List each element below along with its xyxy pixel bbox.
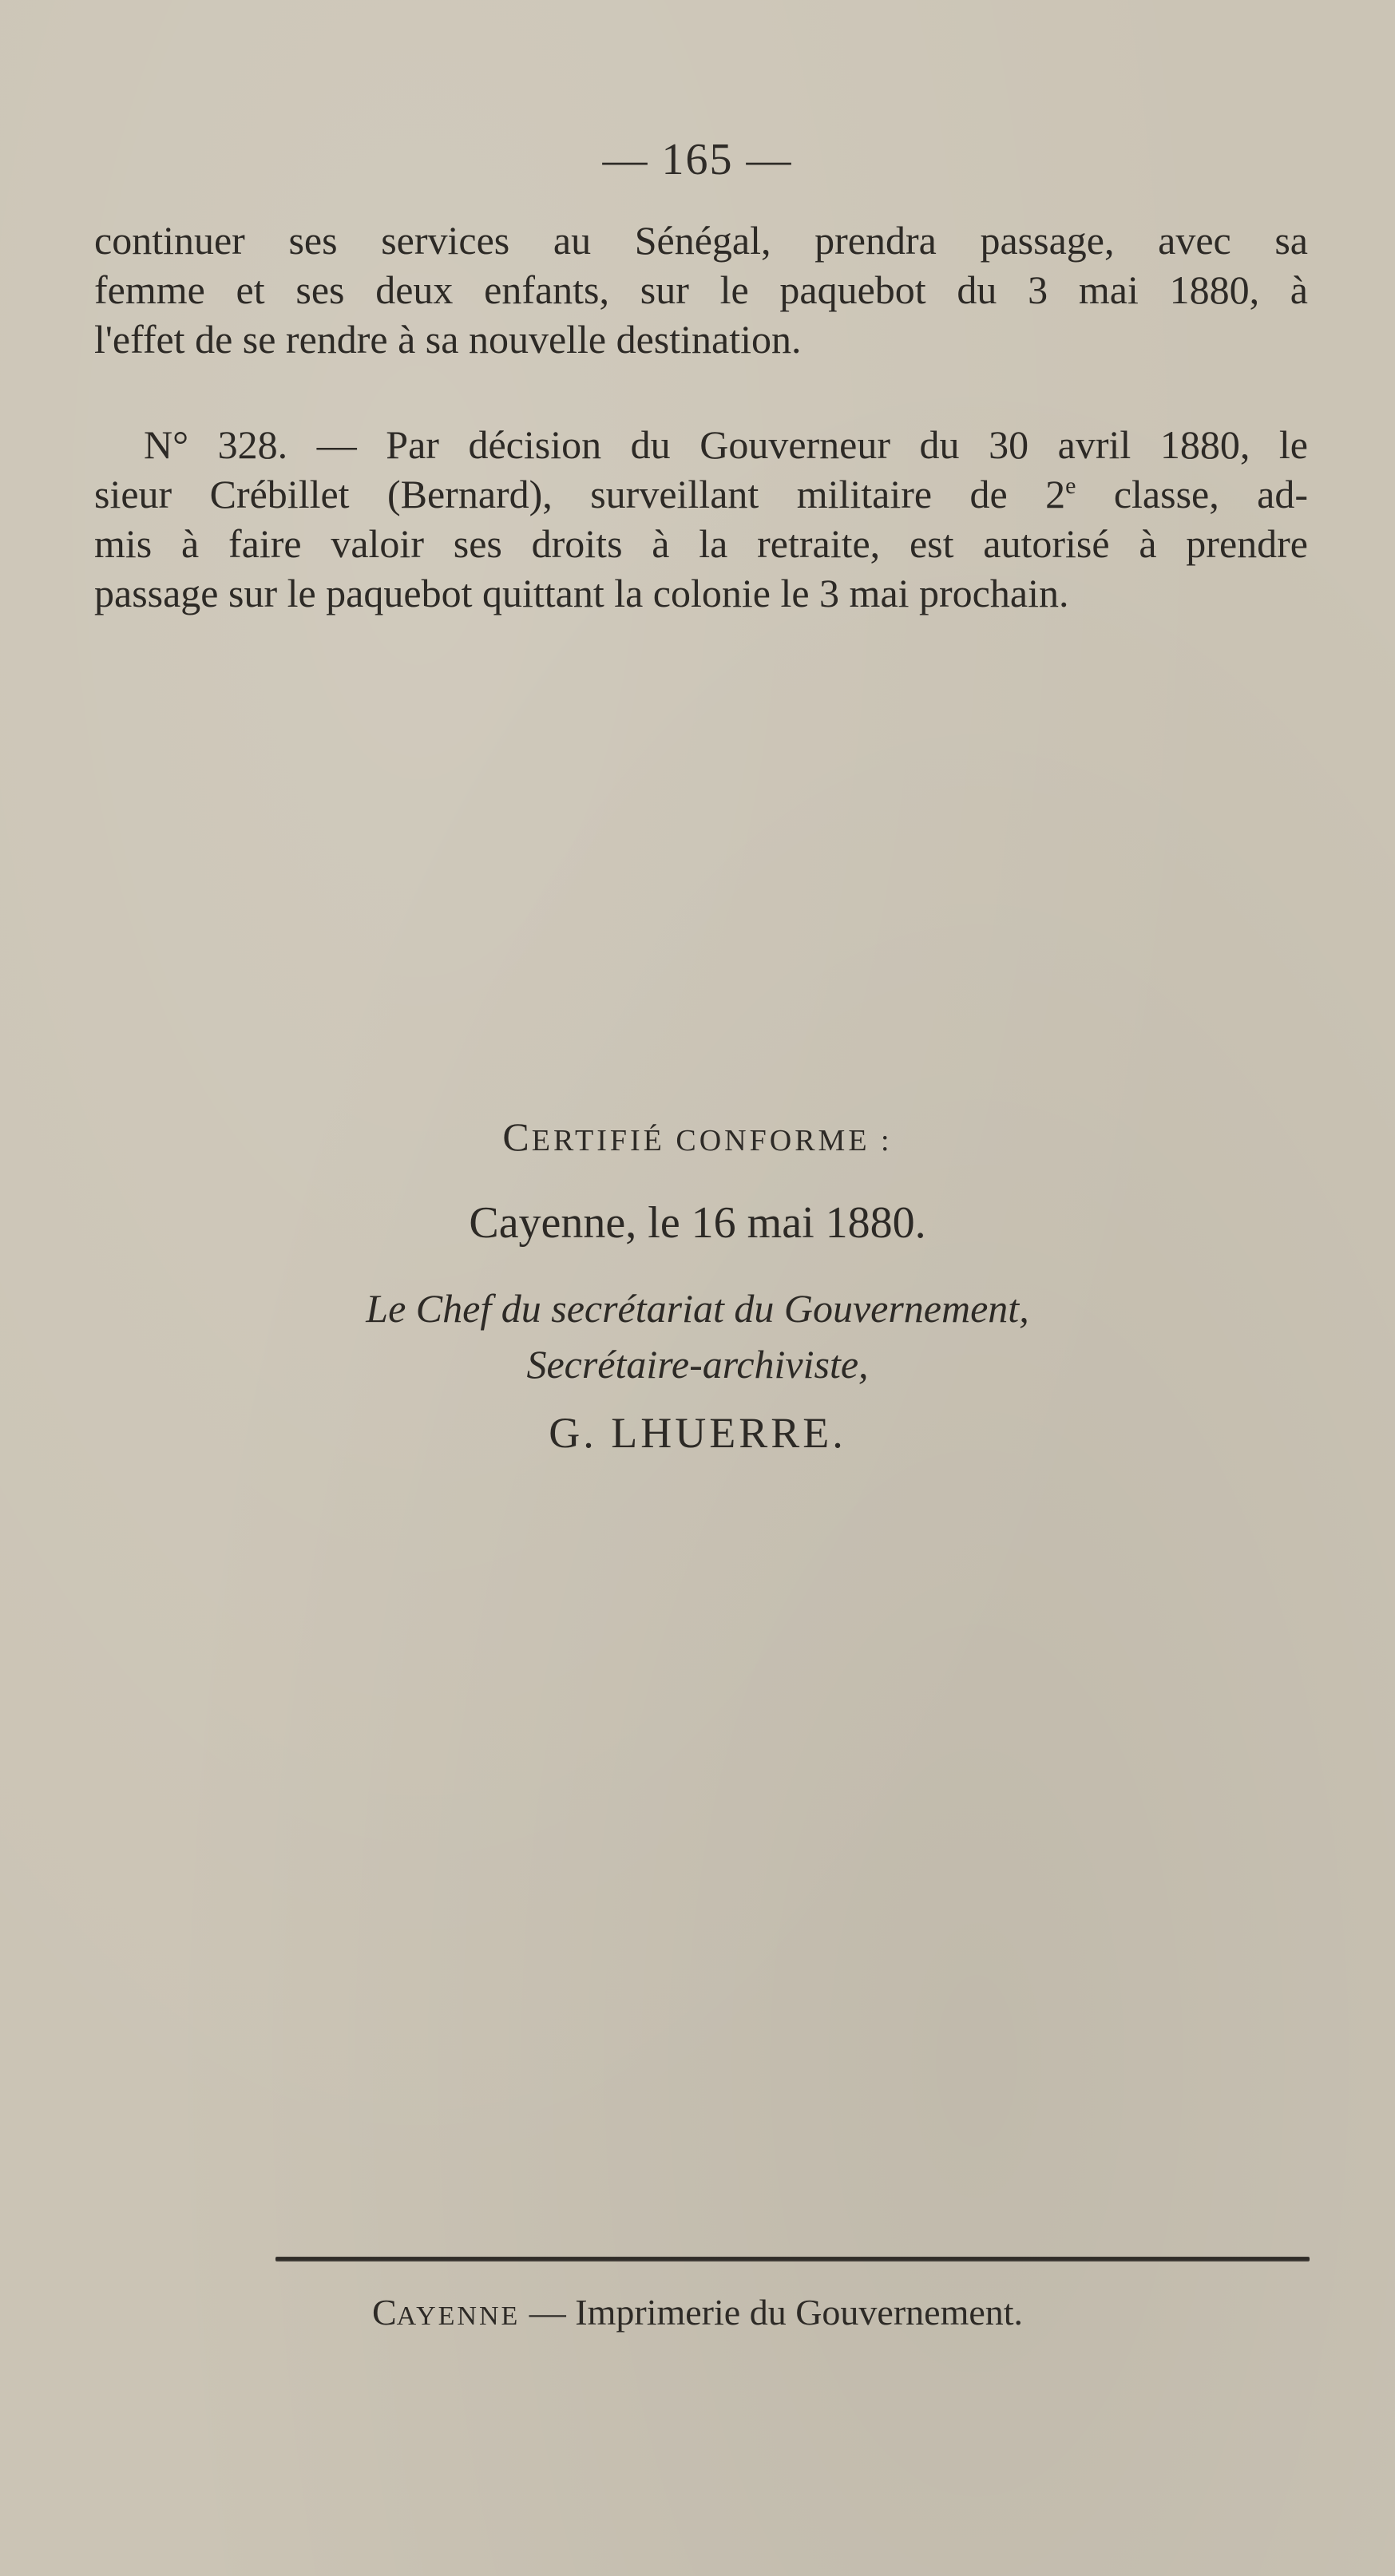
text-line: N° 328. — Par décision du Gouverneur du 30 avril 1880, le (144, 422, 1308, 467)
paragraph-decision-328 (94, 420, 1308, 618)
imprint-text: — Imprimerie du Gouvernement. (520, 2292, 1024, 2333)
official-title: Le Chef du secrétariat du Gouvernement, (366, 1286, 1029, 1331)
text-line: continuer ses services au Sénégal, prendra passage, avec sa (94, 218, 1308, 263)
text-line: femme et ses deux enfants, sur le paquebot du 3 mai 1880, à (94, 267, 1308, 312)
printer-imprint (0, 2291, 1395, 2333)
footer-rule (275, 2257, 1310, 2261)
text-line (94, 469, 1308, 519)
heading-smallcaps: ERTIFIÉ CONFORME : (531, 1124, 893, 1157)
text-line: l'effet de se rendre à sa nouvelle destination. (94, 317, 802, 362)
text-line: mis à faire valoir ses droits à la retraite, est autorisé à prendre (94, 521, 1308, 566)
certification-heading (0, 1114, 1395, 1160)
paragraph-continuation (94, 216, 1308, 364)
text-line: passage sur le paquebot quittant la colonie le 3 mai prochain. (94, 571, 1069, 615)
imprint-place-smallcaps: AYENNE (396, 2301, 521, 2331)
heading-initial: C (502, 1114, 532, 1159)
superscript: e (1065, 473, 1076, 499)
official-role: Secrétaire-archiviste, (526, 1342, 869, 1387)
signature-name: G. LHUERRE. (549, 1409, 846, 1457)
text-fragment: classe, ad- (1076, 472, 1308, 516)
text-fragment: sieur Crébillet (Bernard), surveillant militaire de 2 (94, 472, 1066, 516)
imprint-place-initial: C (371, 2292, 397, 2333)
page-number: — 165 — (602, 135, 793, 184)
place-date-line: Cayenne, le 16 mai 1880. (469, 1198, 926, 1248)
